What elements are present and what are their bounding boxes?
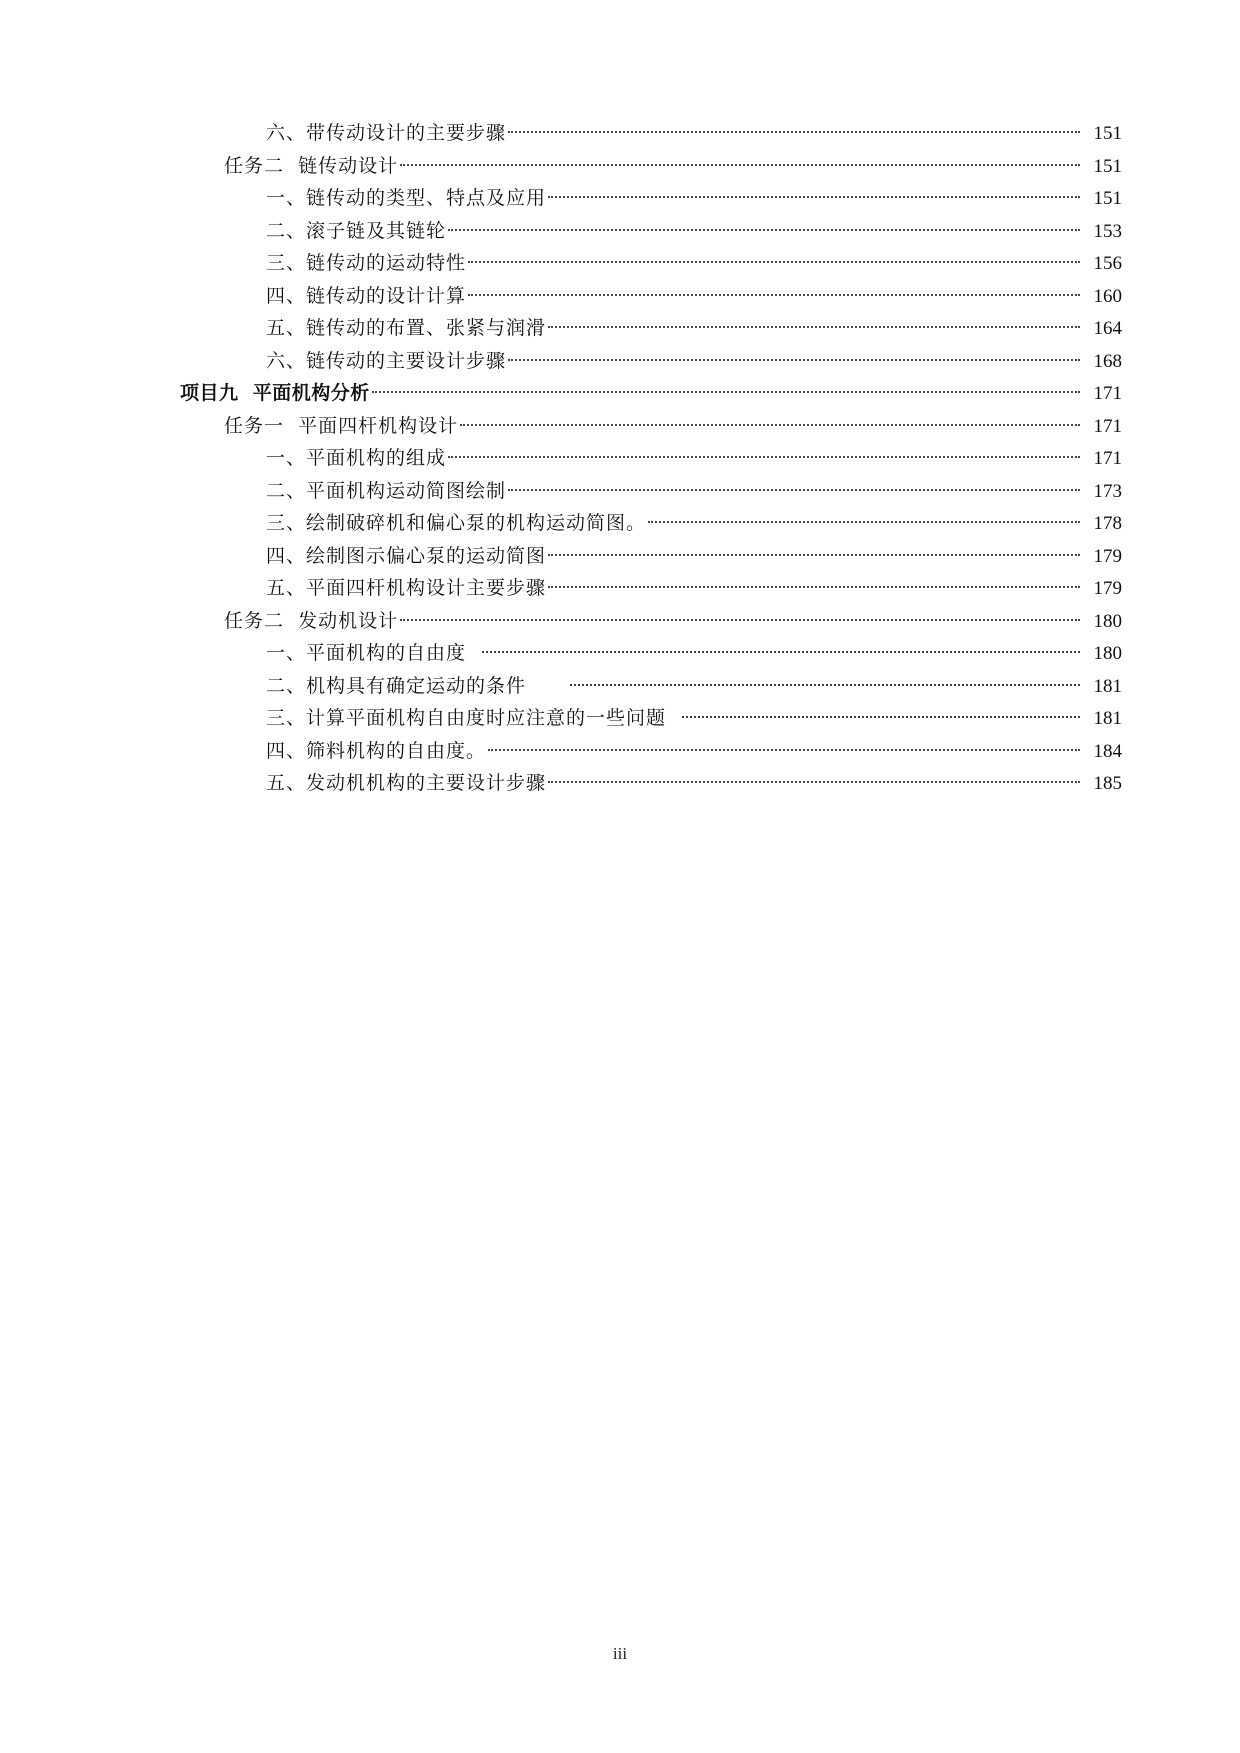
toc-entry-page: 151 [1093, 123, 1122, 144]
dot-leader [548, 196, 1080, 198]
toc-entry-title: 六、链传动的主要设计步骤 [266, 349, 507, 372]
toc-entry[interactable] [0, 150, 1240, 183]
toc-entry-page: 171 [1093, 383, 1122, 404]
toc-entry-page: 180 [1093, 643, 1122, 664]
dot-leader [548, 554, 1080, 556]
toc-entry[interactable] [0, 377, 1240, 410]
toc-entry[interactable] [0, 182, 1240, 215]
dot-leader [400, 619, 1080, 621]
toc-entry-title: 一、平面机构的组成 [266, 447, 447, 469]
toc-entry-page: 185 [1093, 773, 1122, 794]
toc-entry-title: 任务二 发动机设计 [224, 609, 399, 632]
toc-entry-page: 179 [1093, 578, 1122, 599]
toc-entry-page: 179 [1093, 545, 1122, 567]
toc-entry[interactable] [0, 345, 1240, 378]
toc-entry-title: 三、计算平面机构自由度时应注意的一些问题 [266, 707, 681, 729]
toc-entry[interactable] [0, 735, 1240, 768]
dot-leader [548, 586, 1080, 588]
toc-entry[interactable] [0, 507, 1240, 540]
toc-entry[interactable] [0, 605, 1240, 638]
toc-entry[interactable] [0, 475, 1240, 508]
toc-entry[interactable] [0, 637, 1240, 670]
toc-entry[interactable] [0, 312, 1240, 345]
toc-entry-title: 五、发动机机构的主要设计步骤 [266, 772, 547, 794]
toc-entry-title: 一、平面机构的自由度 [266, 642, 481, 664]
dot-leader [682, 716, 1080, 718]
dot-leader [508, 489, 1080, 491]
toc-entry-page: 160 [1093, 285, 1122, 307]
toc-entry-page: 164 [1093, 318, 1122, 339]
toc-entry-title: 五、平面四杆机构设计主要步骤 [266, 577, 547, 599]
toc-entry-title: 任务二 链传动设计 [224, 154, 399, 177]
page-number: iii [612, 1644, 628, 1663]
dot-leader [570, 684, 1080, 686]
toc-entry-title: 二、滚子链及其链轮 [266, 219, 447, 242]
toc-entry-page: 153 [1093, 220, 1122, 242]
toc-entry-page: 168 [1093, 350, 1122, 372]
toc-entry-title: 任务一 平面四杆机构设计 [224, 414, 459, 437]
toc-entry-page: 181 [1093, 708, 1122, 729]
dot-leader [508, 359, 1080, 361]
dot-leader [508, 131, 1080, 133]
toc-entry-title: 三、绘制破碎机和偏心泵的机构运动简图。 [266, 512, 647, 534]
dot-leader [488, 749, 1080, 751]
toc-entry[interactable] [0, 767, 1240, 800]
toc-entry-page: 181 [1093, 675, 1122, 697]
toc-entry-title: 六、带传动设计的主要步骤 [266, 122, 507, 144]
toc-entry-title: 一、链传动的类型、特点及应用 [266, 187, 547, 209]
toc-entry-title: 四、绘制图示偏心泵的运动简图 [266, 544, 547, 567]
toc-entry-title: 项目九 平面机构分析 [180, 382, 370, 404]
toc-entry-title: 四、筛料机构的自由度。 [266, 739, 487, 762]
toc-entry[interactable] [0, 280, 1240, 313]
dot-leader [648, 521, 1080, 523]
dot-leader [400, 164, 1080, 166]
toc-entry-title: 二、机构具有确定运动的条件 [266, 674, 569, 697]
table-of-contents [0, 117, 1240, 800]
dot-leader [468, 294, 1080, 296]
dot-leader [372, 391, 1080, 393]
dot-leader [448, 229, 1080, 231]
toc-entry-page: 171 [1093, 448, 1122, 469]
toc-entry[interactable] [0, 670, 1240, 703]
dot-leader [460, 424, 1080, 426]
toc-entry[interactable] [0, 702, 1240, 735]
dot-leader [448, 456, 1080, 458]
toc-entry-page: 180 [1093, 610, 1122, 632]
toc-entry-title: 四、链传动的设计计算 [266, 284, 467, 307]
dot-leader [548, 781, 1080, 783]
dot-leader [468, 261, 1080, 263]
toc-entry[interactable] [0, 540, 1240, 573]
toc-entry-page: 178 [1093, 513, 1122, 534]
toc-entry-page: 151 [1093, 188, 1122, 209]
toc-entry-title: 三、链传动的运动特性 [266, 252, 467, 274]
toc-entry-page: 173 [1093, 480, 1122, 502]
toc-entry-page: 151 [1093, 155, 1122, 177]
toc-entry[interactable] [0, 247, 1240, 280]
toc-entry-page: 184 [1093, 740, 1122, 762]
toc-entry[interactable] [0, 410, 1240, 443]
toc-entry[interactable] [0, 572, 1240, 605]
toc-entry-page: 156 [1093, 253, 1122, 274]
dot-leader [482, 651, 1080, 653]
toc-entry-title: 五、链传动的布置、张紧与润滑 [266, 317, 547, 339]
toc-entry-title: 二、平面机构运动简图绘制 [266, 479, 507, 502]
toc-entry[interactable] [0, 442, 1240, 475]
toc-entry-page: 171 [1093, 415, 1122, 437]
toc-entry[interactable] [0, 117, 1240, 150]
dot-leader [548, 326, 1080, 328]
toc-entry[interactable] [0, 215, 1240, 248]
